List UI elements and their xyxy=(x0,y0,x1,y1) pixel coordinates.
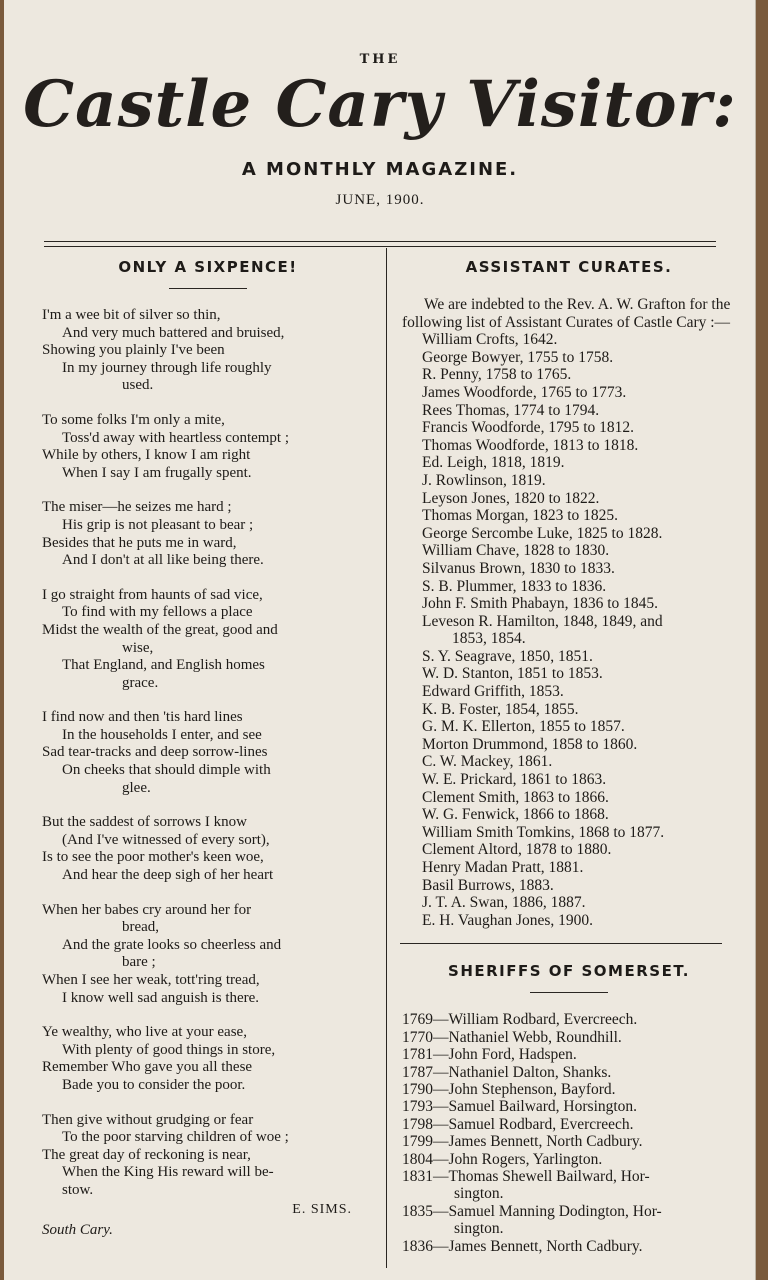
curate-entry: George Bowyer, 1755 to 1758. xyxy=(422,348,614,366)
poem-line: stow. xyxy=(62,1181,94,1198)
poem-line: And I don't at all like being there. xyxy=(62,552,264,569)
poem-line: The miser—he seizes me hard ; xyxy=(42,499,232,516)
poem-line: When I see her weak, tott'ring tread, xyxy=(42,972,260,988)
poem-line: bread, xyxy=(122,919,160,936)
curate-entry: Clement Altord, 1878 to 1880. xyxy=(422,841,612,859)
poem-line: When the King His reward will be- xyxy=(62,1164,274,1181)
curate-entry: William Chave, 1828 to 1830. xyxy=(422,542,610,560)
curate-entry: Silvanus Brown, 1830 to 1833. xyxy=(422,559,615,577)
curate-entry: G. M. K. Ellerton, 1855 to 1857. xyxy=(422,718,625,736)
curate-entry: Francis Woodforde, 1795 to 1812. xyxy=(422,419,634,437)
sheriffs-heading: SHERIFFS OF SOMERSET. xyxy=(448,962,690,981)
curate-entry: Rees Thomas, 1774 to 1794. xyxy=(422,401,600,419)
curate-entry: W. D. Stanton, 1851 to 1853. xyxy=(422,665,603,683)
sheriff-entry: 1831—Thomas Shewell Bailward, Hor- xyxy=(402,1168,650,1186)
poem-heading-rule xyxy=(169,288,247,289)
sheriff-entry: 1804—John Rogers, Yarlington. xyxy=(402,1150,603,1168)
poem-stanza xyxy=(42,709,374,797)
sheriff-entry: 1836—James Bennett, North Cadbury. xyxy=(402,1237,643,1255)
poem-stanza xyxy=(42,499,374,569)
curate-entry: Clement Smith, 1863 to 1866. xyxy=(422,788,609,806)
poem-line: Sad tear-tracks and deep sorrow-lines xyxy=(42,744,268,761)
poem-line: With plenty of good things in store, xyxy=(62,1041,276,1058)
poem-line: While by others, I know I am right xyxy=(42,447,251,464)
poem-line: But the saddest of sorrows I know xyxy=(42,814,247,831)
poem-line: And hear the deep sigh of her heart xyxy=(62,867,274,884)
poem-line: wise, xyxy=(122,639,154,656)
curate-entry: John F. Smith Phabayn, 1836 to 1845. xyxy=(422,595,659,613)
sheriff-entry: 1769—William Rodbard, Evercreech. xyxy=(402,1011,638,1029)
poem-place: South Cary. xyxy=(42,1221,113,1238)
poem-line: To some folks I'm only a mite, xyxy=(42,411,225,428)
poem-line: Showing you plainly I've been xyxy=(42,342,225,359)
poem-line: To find with my fellows a place xyxy=(62,604,253,621)
sheriff-entry: 1793—Samuel Bailward, Horsington. xyxy=(402,1098,638,1116)
curates-heading: ASSISTANT CURATES. xyxy=(465,258,673,276)
poem-line: And very much battered and bruised, xyxy=(62,324,285,341)
poem-line: Then give without grudging or fear xyxy=(42,1111,254,1128)
magazine-title: Castle Cary Visitor: xyxy=(23,67,737,142)
poem-stanza xyxy=(42,587,374,693)
poem-line: I find now and then 'tis hard lines xyxy=(42,709,243,726)
curate-entry: Basil Burrows, 1883. xyxy=(422,876,554,894)
poem-body xyxy=(42,307,374,1200)
poem-column xyxy=(42,258,374,1239)
poem-author: E. SIMS. xyxy=(292,1201,352,1217)
poem-line: Is to see the poor mother's keen woe, xyxy=(42,849,264,866)
curate-entry: J. T. A. Swan, 1886, 1887. xyxy=(422,894,586,912)
curate-entry: S. B. Plummer, 1833 to 1836. xyxy=(422,577,607,595)
poem-line: glee. xyxy=(122,779,151,796)
poem-line: bare ; xyxy=(122,954,156,971)
section-rule xyxy=(400,943,722,944)
sheriff-entry: sington. xyxy=(454,1220,504,1238)
curate-entry: W. G. Fenwick, 1866 to 1868. xyxy=(422,806,609,824)
poem-stanza xyxy=(42,1112,374,1200)
curate-entry: William Smith Tomkins, 1868 to 1877. xyxy=(422,823,665,841)
curate-entry: James Woodforde, 1765 to 1773. xyxy=(422,383,627,401)
poem-line: used. xyxy=(122,377,154,394)
poem-line: grace. xyxy=(122,674,159,691)
header-rule-bottom xyxy=(44,246,716,247)
sheriff-entry: 1799—James Bennett, North Cadbury. xyxy=(402,1133,643,1151)
poem-stanza xyxy=(42,814,374,884)
poem-line: I'm a wee bit of silver so thin, xyxy=(42,307,221,323)
magazine-subtitle: A MONTHLY MAGAZINE. xyxy=(241,159,519,180)
masthead xyxy=(4,52,756,209)
poem-line: (And I've witnessed of every sort), xyxy=(62,831,270,848)
curate-entry: S. Y. Seagrave, 1850, 1851. xyxy=(422,647,593,665)
sheriff-entry: 1770—Nathaniel Webb, Roundhill. xyxy=(402,1028,622,1046)
poem-line: Bade you to consider the poor. xyxy=(62,1076,246,1093)
sheriffs-list xyxy=(402,1011,736,1255)
poem-line: Midst the wealth of the great, good and xyxy=(42,621,278,638)
curate-entry: George Sercombe Luke, 1825 to 1828. xyxy=(422,524,663,542)
curate-entry: E. H. Vaughan Jones, 1900. xyxy=(422,911,594,929)
poem-line: On cheeks that should dimple with xyxy=(62,762,271,779)
curate-entry: C. W. Mackey, 1861. xyxy=(422,753,553,771)
poem-stanza xyxy=(42,902,374,1008)
curate-entry: W. E. Prickard, 1861 to 1863. xyxy=(422,771,607,789)
sheriff-entry: sington. xyxy=(454,1185,504,1203)
curate-entry: Henry Madan Pratt, 1881. xyxy=(422,859,584,876)
curate-entry: 1853, 1854. xyxy=(452,630,526,648)
sheriffs-heading-rule xyxy=(530,992,608,993)
poem-heading: ONLY A SIXPENCE! xyxy=(118,258,298,276)
curate-entry: Thomas Morgan, 1823 to 1825. xyxy=(422,507,619,525)
column-divider xyxy=(386,248,387,1268)
poem-stanza xyxy=(42,412,374,482)
poem-line: And the grate looks so cheerless and xyxy=(62,936,282,953)
curates-intro: We are indebted to the Rev. A. W. Grafton for the following list of Assistant Curates of Castle Cary :— xyxy=(402,296,731,331)
poem-line: In my journey through life roughly xyxy=(62,359,272,376)
issue-date: JUNE, 1900. xyxy=(335,192,425,208)
sheriff-entry: 1787—Nathaniel Dalton, Shanks. xyxy=(402,1063,612,1081)
curate-entry: Edward Griffith, 1853. xyxy=(422,683,564,701)
poem-line: That England, and English homes xyxy=(62,657,265,674)
poem-line: In the households I enter, and see xyxy=(62,726,262,743)
curate-entry: R. Penny, 1758 to 1765. xyxy=(422,366,572,384)
masthead-the: THE xyxy=(359,52,401,67)
magazine-page xyxy=(4,0,756,1280)
poem-line: To the poor starving children of woe ; xyxy=(62,1129,289,1146)
curate-entry: Morton Drummond, 1858 to 1860. xyxy=(422,735,638,753)
poem-line: When I say I am frugally spent. xyxy=(62,464,252,481)
poem-stanza xyxy=(42,1024,374,1094)
sheriff-entry: 1790—John Stephenson, Bayford. xyxy=(402,1081,616,1098)
poem-line: The great day of reckoning is near, xyxy=(42,1146,251,1163)
poem-stanza xyxy=(42,307,374,395)
curate-entry: Ed. Leigh, 1818, 1819. xyxy=(422,454,565,472)
poem-line: Besides that he puts me in ward, xyxy=(42,534,237,551)
poem-line: I know well sad anguish is there. xyxy=(62,989,260,1006)
sheriff-entry: 1781—John Ford, Hadspen. xyxy=(402,1046,577,1064)
poem-line: I go straight from haunts of sad vice, xyxy=(42,586,263,603)
curates-list xyxy=(402,331,736,929)
sheriff-entry: 1835—Samuel Manning Dodington, Hor- xyxy=(402,1202,662,1220)
poem-line: Toss'd away with heartless contempt ; xyxy=(62,429,290,446)
curate-entry: William Crofts, 1642. xyxy=(422,331,558,349)
poem-line: When her babes cry around her for xyxy=(42,901,252,918)
poem-line: Remember Who gave you all these xyxy=(42,1059,253,1076)
curate-entry: Leveson R. Hamilton, 1848, 1849, and xyxy=(422,612,663,630)
curates-column xyxy=(402,258,736,1255)
poem-line: His grip is not pleasant to bear ; xyxy=(62,516,254,533)
curate-entry: Leyson Jones, 1820 to 1822. xyxy=(422,489,600,507)
curate-entry: J. Rowlinson, 1819. xyxy=(422,471,546,489)
header-rule-top xyxy=(44,241,716,242)
curate-entry: K. B. Foster, 1854, 1855. xyxy=(422,700,579,718)
curate-entry: Thomas Woodforde, 1813 to 1818. xyxy=(422,436,639,454)
poem-line: Ye wealthy, who live at your ease, xyxy=(42,1024,247,1041)
sheriff-entry: 1798—Samuel Rodbard, Evercreech. xyxy=(402,1115,634,1133)
